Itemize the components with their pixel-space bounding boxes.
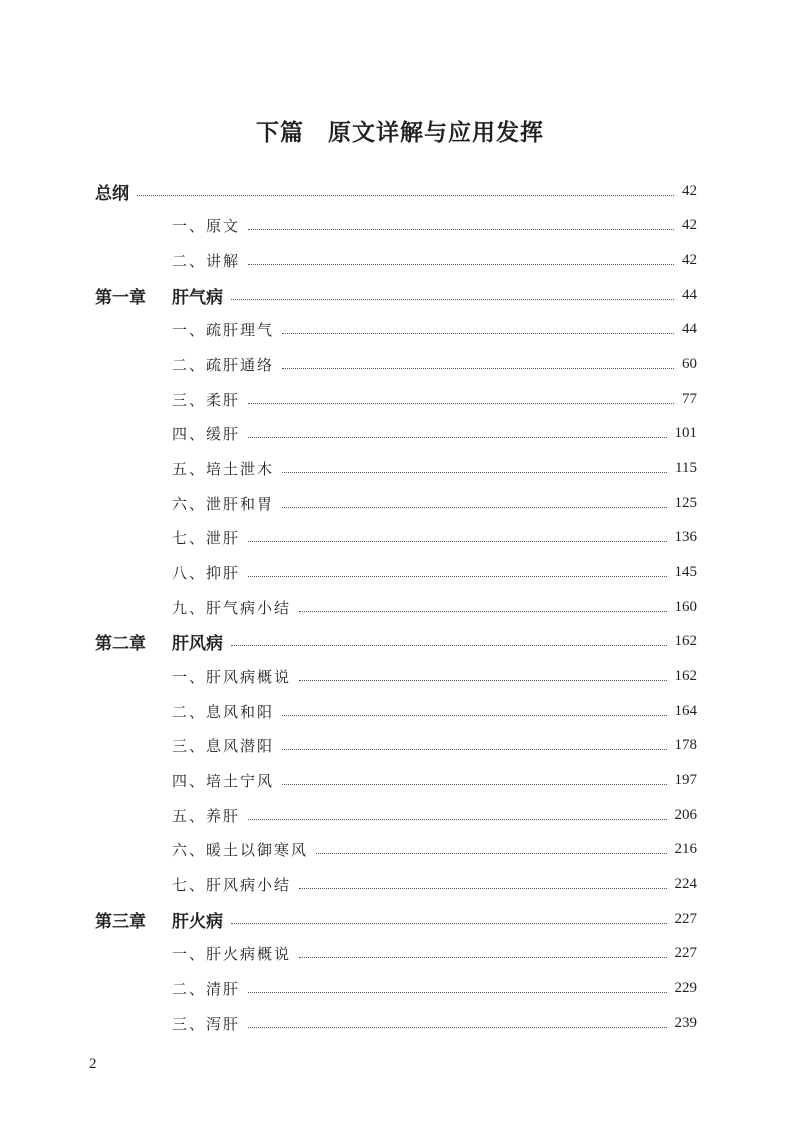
entry-title: 二、讲解	[172, 252, 241, 271]
entry-page-number: 77	[682, 390, 697, 407]
toc-section-entry[interactable]	[95, 867, 697, 902]
toc-section-entry[interactable]	[95, 313, 697, 348]
entry-page-number: 197	[674, 771, 697, 788]
dot-leader	[299, 888, 666, 889]
entry-title: 肝风病	[172, 634, 223, 655]
entry-page-number: 216	[674, 841, 697, 858]
toc-section-entry[interactable]	[95, 763, 697, 798]
chapter-label: 第三章	[95, 911, 146, 932]
toc-chapter-entry[interactable]	[95, 174, 697, 209]
entry-title: 三、息风潜阳	[172, 737, 275, 756]
entry-page-number: 101	[674, 425, 697, 442]
entry-title: 肝火病	[172, 911, 223, 932]
dot-leader	[248, 229, 674, 230]
entry-title: 二、息风和阳	[172, 702, 275, 721]
entry-page-number: 145	[674, 564, 697, 581]
entry-page-number: 115	[675, 460, 697, 477]
entry-title: 六、暖土以御寒风	[172, 841, 309, 860]
toc-section-entry[interactable]	[95, 382, 697, 417]
toc-section-entry[interactable]	[95, 555, 697, 590]
toc-chapter-entry[interactable]	[95, 902, 697, 937]
entry-page-number: 60	[682, 356, 697, 373]
entry-title: 二、清肝	[172, 979, 241, 998]
entry-title: 三、柔肝	[172, 390, 241, 409]
entry-title: 二、疏肝通络	[172, 356, 275, 375]
entry-title: 五、养肝	[172, 806, 241, 825]
entry-page-number: 164	[674, 702, 697, 719]
dot-leader	[282, 507, 666, 508]
entry-title: 一、肝火病概说	[172, 945, 292, 964]
chapter-label: 第二章	[95, 634, 146, 655]
entry-page-number: 42	[682, 252, 697, 269]
dot-leader	[299, 680, 666, 681]
toc-section-entry[interactable]	[95, 729, 697, 764]
dot-leader	[231, 923, 667, 924]
entry-title: 四、培土宁风	[172, 771, 275, 790]
dot-leader	[248, 1027, 666, 1028]
toc-section-entry[interactable]	[95, 832, 697, 867]
dot-leader	[248, 992, 666, 993]
entry-title: 一、原文	[172, 217, 241, 236]
toc-section-entry[interactable]	[95, 659, 697, 694]
dot-leader	[299, 957, 666, 958]
dot-leader	[282, 715, 666, 716]
dot-leader	[248, 819, 666, 820]
dot-leader	[248, 576, 666, 577]
entry-title: 七、肝风病小结	[172, 875, 292, 894]
entry-page-number: 136	[674, 529, 697, 546]
entry-page-number: 206	[674, 806, 697, 823]
dot-leader	[231, 299, 674, 300]
toc-section-entry[interactable]	[95, 486, 697, 521]
dot-leader	[248, 264, 674, 265]
dot-leader	[137, 195, 674, 196]
entry-title: 六、泄肝和胃	[172, 494, 275, 513]
table-of-contents	[95, 174, 697, 1040]
dot-leader	[282, 784, 666, 785]
entry-page-number: 160	[674, 598, 697, 615]
toc-section-entry[interactable]	[95, 1006, 697, 1041]
toc-section-entry[interactable]	[95, 521, 697, 556]
toc-chapter-entry[interactable]	[95, 278, 697, 313]
dot-leader	[248, 437, 666, 438]
toc-section-entry[interactable]	[95, 209, 697, 244]
dot-leader	[248, 541, 666, 542]
toc-chapter-entry[interactable]	[95, 625, 697, 660]
entry-title: 五、培土泄木	[172, 460, 275, 479]
entry-page-number: 125	[674, 494, 697, 511]
entry-title: 一、疏肝理气	[172, 321, 275, 340]
entry-page-number: 239	[674, 1014, 697, 1031]
entry-title: 九、肝气病小结	[172, 598, 292, 617]
entry-page-number: 42	[682, 182, 697, 199]
dot-leader	[282, 749, 666, 750]
chapter-label: 总纲	[95, 183, 129, 204]
entry-page-number: 162	[674, 633, 697, 650]
entry-page-number: 178	[674, 737, 697, 754]
entry-page-number: 224	[674, 875, 697, 892]
entry-title: 三、泻肝	[172, 1014, 241, 1033]
toc-section-entry[interactable]	[95, 971, 697, 1006]
entry-page-number: 162	[674, 668, 697, 685]
toc-section-entry[interactable]	[95, 243, 697, 278]
entry-page-number: 42	[682, 217, 697, 234]
toc-section-entry[interactable]	[95, 451, 697, 486]
chapter-label: 第一章	[95, 287, 146, 308]
dot-leader	[282, 333, 674, 334]
page-number: 2	[89, 1056, 97, 1072]
toc-section-entry[interactable]	[95, 798, 697, 833]
toc-section-entry[interactable]	[95, 936, 697, 971]
entry-title: 一、肝风病概说	[172, 668, 292, 687]
toc-section-entry[interactable]	[95, 347, 697, 382]
dot-leader	[299, 611, 666, 612]
entry-title: 肝气病	[172, 287, 223, 308]
dot-leader	[282, 368, 674, 369]
dot-leader	[316, 853, 666, 854]
toc-section-entry[interactable]	[95, 417, 697, 452]
entry-title: 七、泄肝	[172, 529, 241, 548]
entry-page-number: 44	[682, 321, 697, 338]
entry-title: 四、缓肝	[172, 425, 241, 444]
entry-title: 八、抑肝	[172, 564, 241, 583]
entry-page-number: 227	[674, 945, 697, 962]
dot-leader	[231, 645, 667, 646]
entry-page-number: 227	[674, 910, 697, 927]
dot-leader	[282, 472, 667, 473]
entry-page-number: 229	[674, 979, 697, 996]
part-title: 下篇 原文详解与应用发挥	[256, 120, 544, 146]
toc-section-entry[interactable]	[95, 590, 697, 625]
entry-page-number: 44	[682, 286, 697, 303]
dot-leader	[248, 403, 674, 404]
toc-section-entry[interactable]	[95, 694, 697, 729]
